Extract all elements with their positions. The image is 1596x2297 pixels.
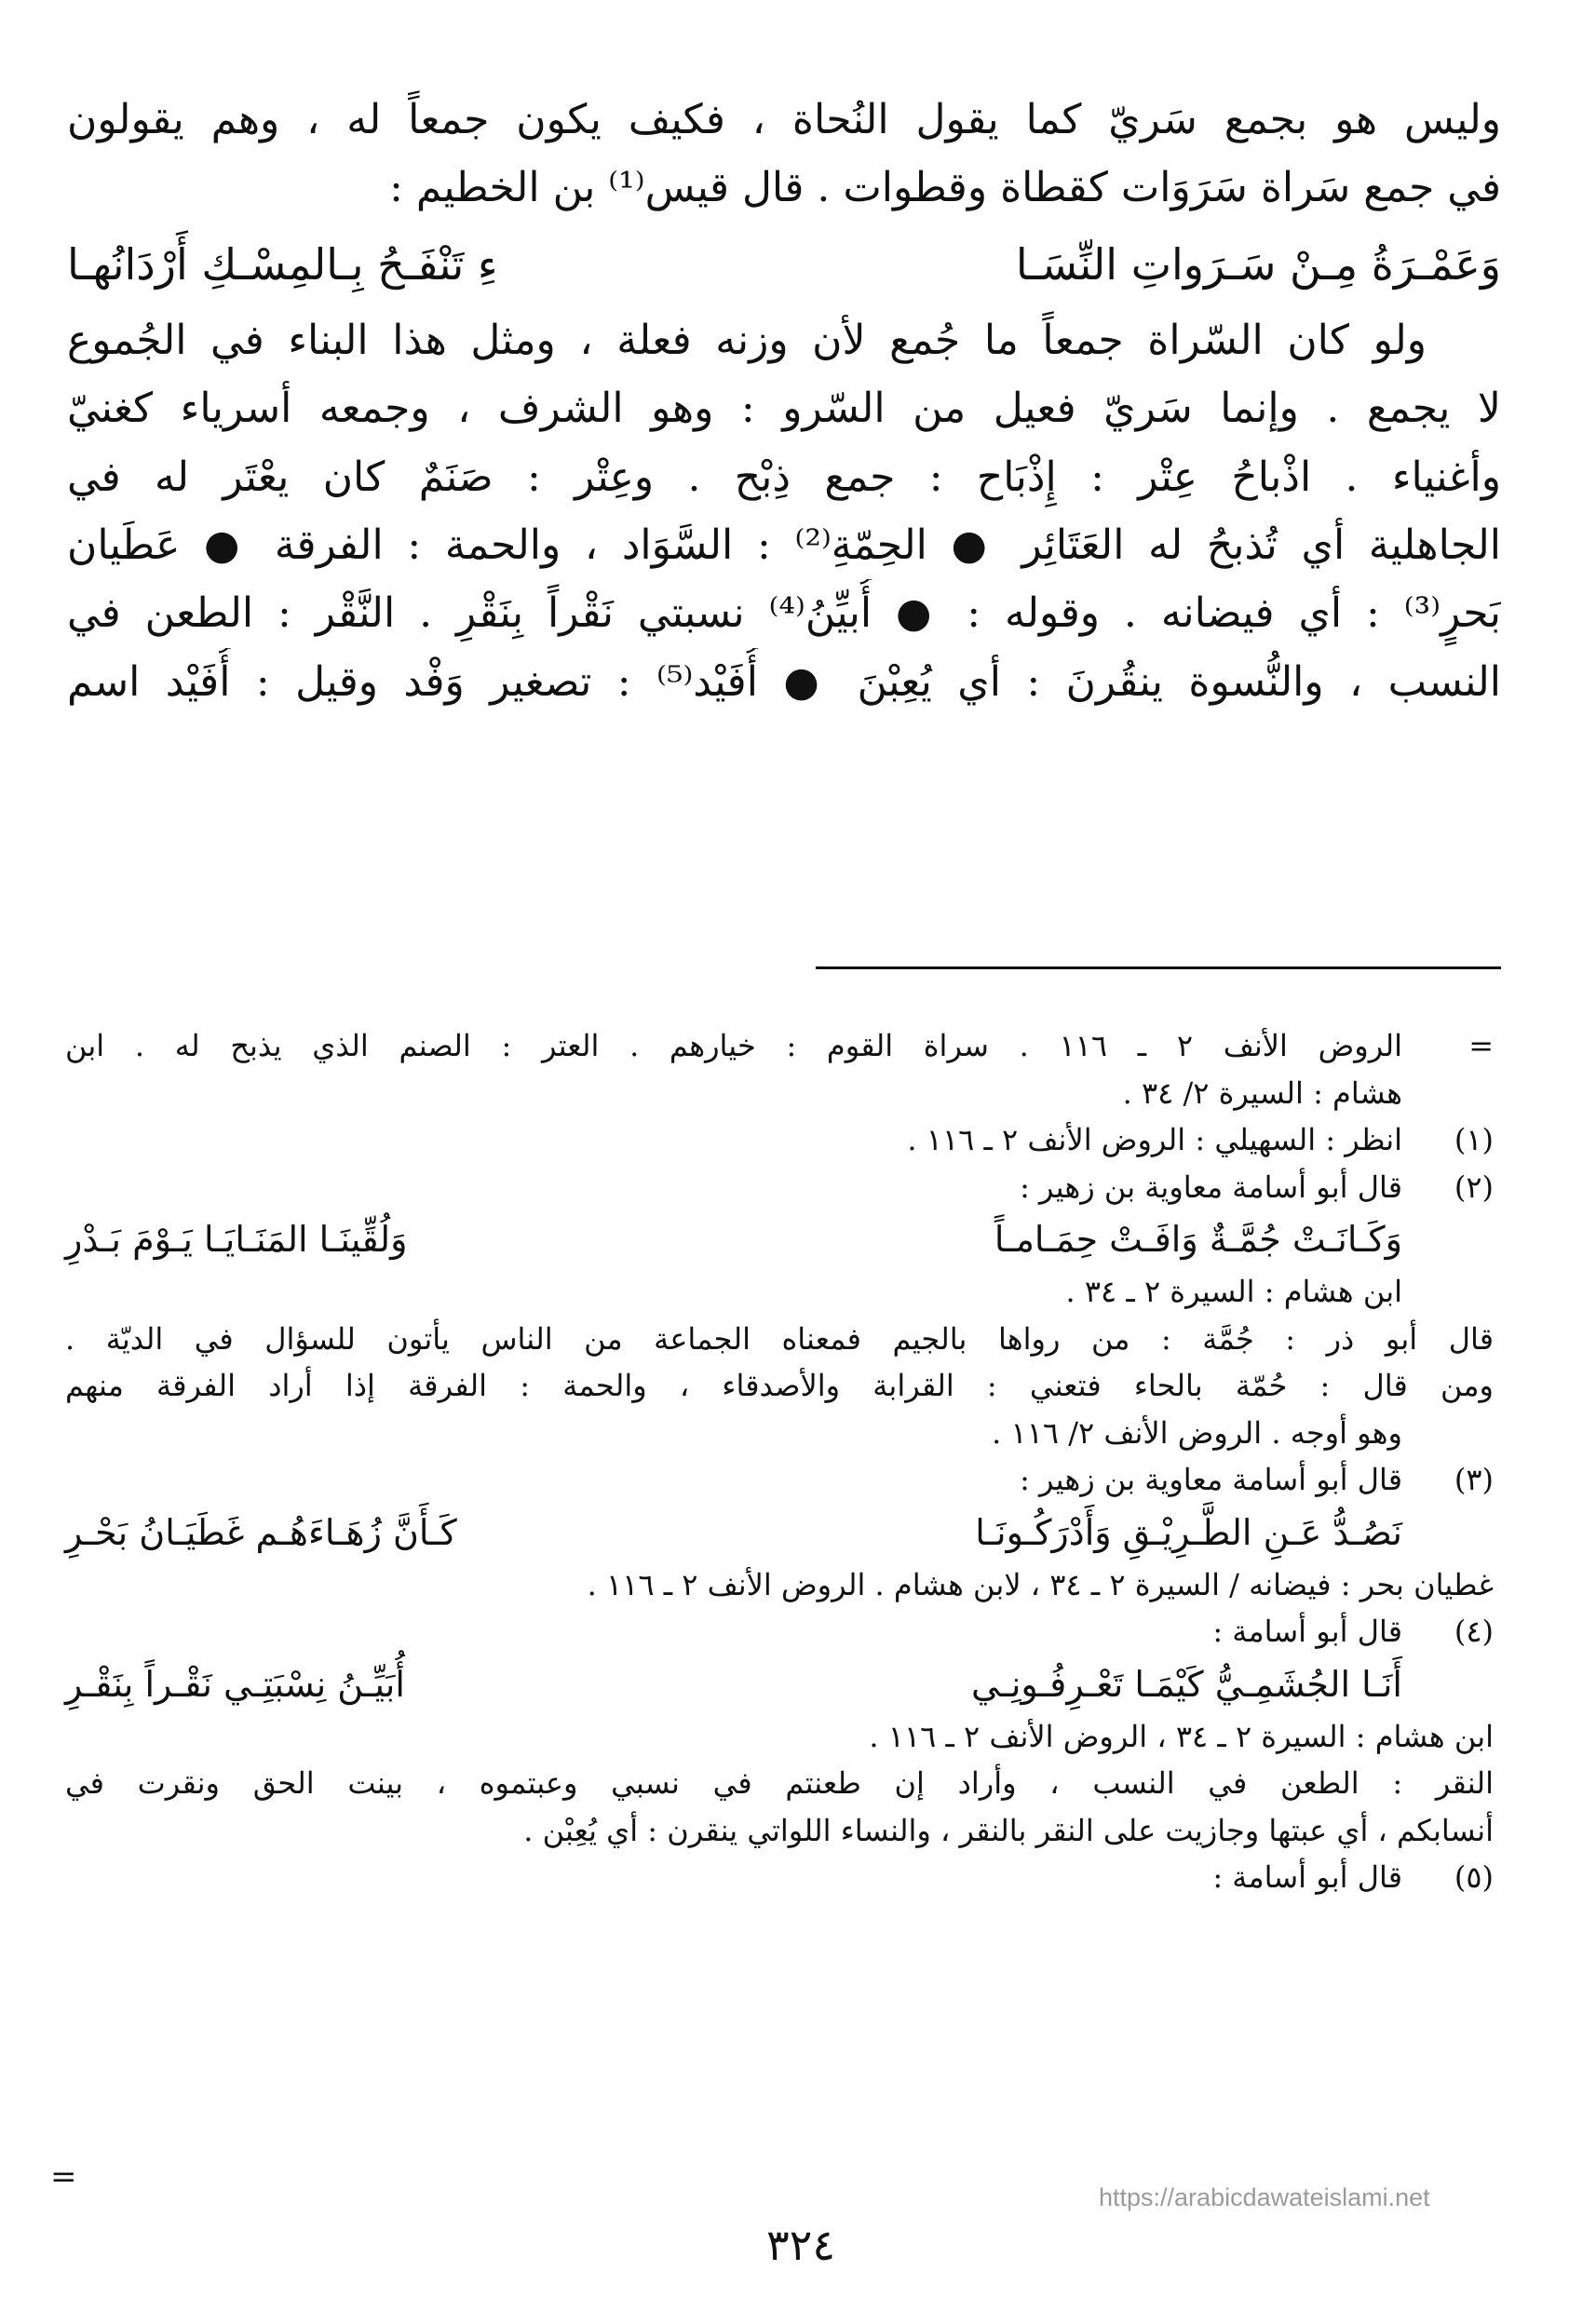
main-line: بَحرٍ⁽³⁾ : أي فيضانه . وقوله : ● أُبيِّنُ⁽⁴⁾ نسبتي نَقْراً بِنَقْرِ . النَّقْر : الطعن في [67,589,1501,638]
verse-hemistich-left: أُبَيِّـنُ نِسْبَتِـي نَقْـراً بِنَقْـرِ [65,1663,405,1705]
footnote-line: ومن قال : حُمّة بالحاء فتعني : القرابة والأصدقاء ، والحمة : الفرقة إذا أراد الفرقة منهم [65,1368,1494,1403]
footnote-line: قال أبو أسامة معاوية بن زهير : [1020,1169,1402,1205]
footnote-separator [816,966,1501,969]
footnote-line: الروض الأنف ٢ ـ ١١٦ . سراة القوم : خيارهم . العتر : الصنم الذي يذبح له . ابن [65,1028,1402,1063]
poem-hemistich-right: وَعَمْـرَةُ مِـنْ سَـرَواتِ النِّسَـا [1015,238,1501,290]
footnote-line: قال أبو أسامة معاوية بن زهير : [1020,1462,1402,1497]
main-line: لا يجمع . وإنما سَريّ فعيل من السّرو : وهو الشرف ، وجمعه أسرياء كغنيّ [67,385,1501,433]
footnote-line: أنسابكم ، أي عبتها وجازيت على النقر بالنقر ، والنساء اللواتي ينقرن : أي يُعِبْن . [523,1812,1494,1848]
footnote-number: (٢) [1454,1169,1494,1205]
footnote-number: (١) [1454,1122,1494,1157]
footnotes [65,1022,1501,1901]
main-text [67,86,1501,716]
footnote-line: النقر : الطعن في النسب ، وأراد إن طعنتم في نسبي وعبتموه ، بينت الحق ونقرت في [65,1765,1494,1801]
footnote-line: ابن هشام : السيرة ٢ ـ ٣٤ . [1065,1274,1402,1309]
footnote-line: هشام : السيرة ٢/ ٣٤ . [1122,1074,1402,1111]
footnote-line: قال أبو أسامة : [1212,1614,1402,1649]
footnote-line: ابن هشام : السيرة ٢ ـ ٣٤ ، الروض الأنف ٢ ـ ١١٦ . [869,1718,1494,1754]
footnote-3 [65,1456,1501,1608]
footnote-line: انظر : السهيلي : الروض الأنف ٢ ـ ١١٦ . [907,1122,1402,1157]
footnote-number: (٥) [1454,1859,1494,1895]
main-line: الجاهلية أي تُذبحُ له العَتَائِر ● الحِمّةِ⁽²⁾ : السَّوَاد ، والحمة : الفرقة ● عَطَيان [67,520,1501,569]
main-line: ولو كان السّراة جمعاً ما جُمع لأن وزنه فعلة ، ومثل هذا البناء في الجُموع [67,316,1427,364]
footnote-5 [65,1854,1501,1901]
footnote-continuation [65,1022,1501,1116]
footnote-line: غطيان بحر : فيضانه / السيرة ٢ ـ ٣٤ ، لابن هشام . الروض الأنف ٢ ـ ١١٦ . [587,1566,1494,1602]
watermark-url: https://arabicdawateislami.net [1099,2183,1430,2211]
footnote-4 [65,1608,1501,1854]
footnote-verse [65,1210,1494,1268]
verse-hemistich-left: وَلُقِّينَـا المَنَـايَـا يَـوْمَ بَـدْرِ [65,1219,408,1260]
continuation-mark-end: = [50,2158,77,2196]
main-line: في جمع سَراة سَرَوَات كقطاة وقطوات . قال قيس⁽¹⁾ بن الخطيم : [389,164,1501,212]
main-line: وأغنياء . اذْباحُ عِتْر : إِذْبَاح : جمع ذِبْح . وعِتْر : صَنَمٌ كان يعْتَر له في [67,453,1501,501]
main-line: النسب ، والنُّسوة ينقُرنَ : أي يُعِبْنَ ● أُفَيْد⁽⁵⁾ : تصغير وَفْد وقيل : أُفَيْد اسم [67,657,1501,706]
verse-hemistich-right: وَكَـانَـتْ جُمَّـةٌ وَافَـتْ حِمَـامـاً [994,1219,1402,1260]
footnote-line: قال أبو ذر : جُمَّة : من رواها بالجيم فمعناه الجماعة من الناس يأتون للسؤال في الديّة . [65,1320,1494,1357]
footnote-verse [65,1655,1494,1713]
footnote-verse [65,1504,1494,1561]
footnote-1 [65,1116,1501,1164]
verse-hemistich-right: نَصُـدُّ عَـنِ الطَّـرِيْـقِ وَأَدْرَكُـونَـا [975,1511,1402,1553]
page-number: ٣٢٤ [765,2220,836,2270]
poem-verse [67,223,1501,306]
footnote-number: (٣) [1454,1462,1494,1497]
footnote-line: وهو أوجه . الروض الأنف ٢/ ١١٦ . [992,1414,1402,1451]
verse-hemistich-right: أَنَـا الجُشَمِـيُّ كَيْمَـا تَعْـرِفُـونِـي [971,1663,1402,1705]
poem-hemistich-left: ءِ تَنْفَـحُ بِـالمِسْـكِ أَرْدَانُهـا [67,238,498,290]
footnote-line: قال أبو أسامة : [1212,1859,1402,1895]
continuation-mark: = [1468,1028,1494,1063]
footnote-2 [65,1164,1501,1457]
verse-hemistich-left: كَـأَنَّ زُهَـاءَهُـم غَطَيَـانُ بَحْـرِ [65,1511,457,1553]
main-line: وليس هو بجمع سَريّ كما يقول النُحاة ، فكيف يكون جمعاً له ، وهم يقولون [67,96,1501,143]
footnote-number: (٤) [1454,1614,1494,1649]
